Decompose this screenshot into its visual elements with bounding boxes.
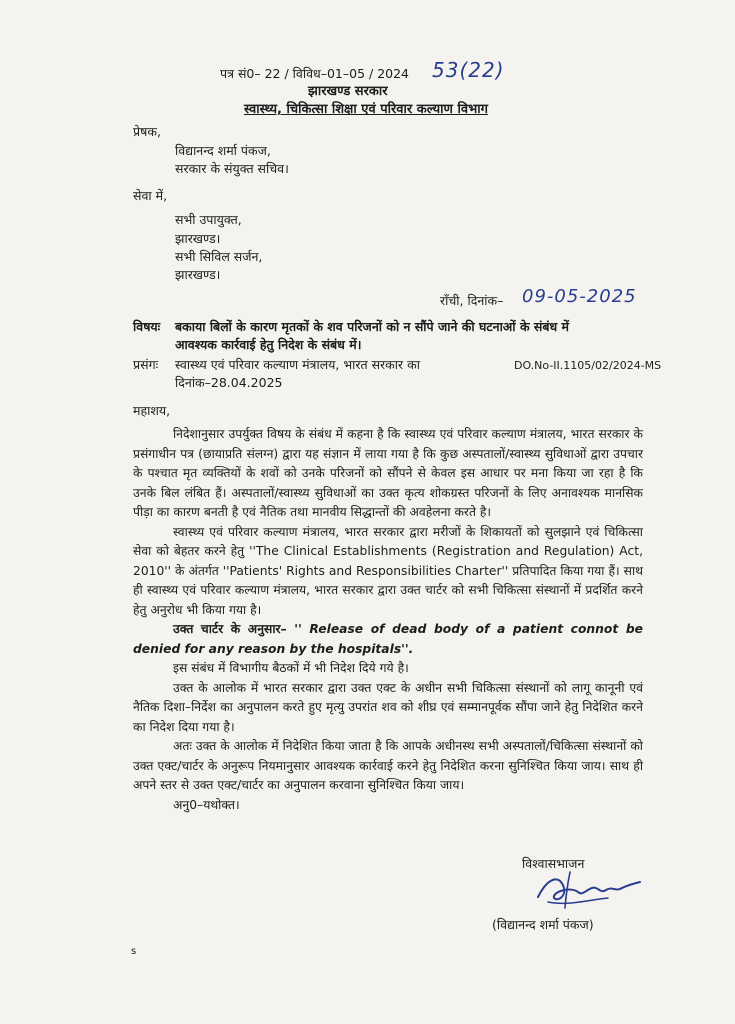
subject-line-2: आवश्यक कार्रवाई हेतु निदेश के संबंध में। (175, 337, 362, 352)
sender-name: विद्यानन्द शर्मा पंकज, (175, 143, 271, 158)
footer-mark: s (131, 946, 137, 957)
sender-post: सरकार के संयुक्त सचिव। (175, 161, 289, 176)
signature-icon (508, 862, 658, 922)
paragraph-4: उक्त के आलोक में भारत सरकार द्वारा उक्त एक्ट के अधीन सभी चिकित्सा संस्थानों को लागू कानूनी एवं नैतिक दिशा–निर्देश का अनुपालन करते हुए मृत्यु उपरांत शव को शीघ्र एवं सम्मानपूर्वक सौंपा जाने हेतु निदेशित करने का निदेश दिया गया है। (133, 680, 643, 734)
closing: विश्वासभाजन (522, 856, 585, 871)
signatory-name: (विद्यानन्द शर्मा पंकज) (492, 917, 594, 932)
subject-line-1: बकाया बिलों के कारण मृतकों के शव परिजनों को न सौंपे जाने की घटनाओं के संबंध में (175, 319, 569, 334)
reference-date: दिनांक–28.04.2025 (175, 375, 283, 390)
handwritten-number: 53(22) (432, 58, 505, 82)
charter-paragraph (133, 620, 643, 659)
reference-code: DO.No-II.1105/02/2024-MS (514, 359, 662, 372)
sender-label: प्रेषक, (133, 124, 161, 139)
subject-label: विषयः (133, 319, 161, 334)
charter-label: उक्त चार्टर के अनुसार– (173, 622, 295, 636)
recipient-line-2: झारखण्ड। (175, 231, 221, 246)
paragraph-2: स्वास्थ्य एवं परिवार कल्याण मंत्रालय, भारत सरकार द्वारा मरीजों के शिकायतों को सुलझाने एवं चिकित्सा सेवा को बेहतर करने हेतु ''The Clinical Establishments (Registration and Regulation) Act, 2010'' के अंतर्गत ''Patients' Rights and Responsibilities Charter'' प्रतिपादित किया गया हैं। साथ ही स्वास्थ्य एवं परिवार कल्याण मंत्रालय, भारत सरकार द्वारा उक्त चार्टर को सभी चिकित्सा संस्थानों में प्रदर्शित करने हेतु अनुरोध भी किया गया है। (133, 524, 643, 617)
salutation: महाशय, (133, 403, 171, 418)
paragraph-5: अतः उक्त के आलोक में निदेशित किया जाता है कि आपके अधीनस्थ सभी अस्पतालों/चिकित्सा संस्थानों को उक्त एक्ट/चार्टर के अनुरूप नियमानुसार आवश्यक कार्रवाई करने हेतु निदेशित करना सुनिश्चित किया जाय। साथ ही अपने स्तर से उक्त एक्ट/चार्टर का अनुपालन करवाना सुनिश्चित किया जाय। (133, 739, 643, 792)
signature-image (508, 862, 658, 922)
government-name: झारखण्ड सरकार (308, 84, 388, 99)
department-name: स्वास्थ्य, चिकित्सा शिक्षा एवं परिवार कल्याण विभाग (244, 102, 488, 117)
letter-body (133, 425, 643, 815)
recipient-line-4: झारखण्ड। (175, 267, 221, 282)
reference-line-1: स्वास्थ्य एवं परिवार कल्याण मंत्रालय, भारत सरकार का (175, 357, 420, 372)
place-date-label: राँची, दिनांक– (440, 293, 504, 308)
handwritten-date: 09-05-2025 (522, 286, 637, 307)
reference-label: प्रसंगः (133, 357, 159, 372)
charter-quote: '' Release of dead body of a patient connot be denied for any reason by the hospitals''. (133, 622, 643, 656)
paragraph-1: निदेशानुसार उपर्युक्त विषय के संबंध में कहना है कि स्वास्थ्य एवं परिवार कल्याण मंत्रालय, भारत सरकार के प्रसंगाधीन पत्र (छायाप्रति संलग्न) द्वारा यह संज्ञान में लाया गया है कि कुछ अस्पतालों/स्वास्थ्य सुविधाओं द्वारा उपचार के पश्चात मृत व्यक्तियों के शवों को उनके परिजनों को सौंपने से केवल इस आधार पर मना किया जा रहा है कि उनके बिल लंबित हैं। अस्पतालों/स्वास्थ्य सुविधाओं का उक्त कृत्य शोकग्रस्त परिजनों के लिए अनावश्यक मानसिक पीड़ा का कारण बनती है एवं नैतिक तथा मानवीय सिद्धान्तों की अवहेलना करते है। (133, 427, 643, 519)
recipient-line-3: सभी सिविल सर्जन, (175, 249, 263, 264)
recipient-label: सेवा में, (133, 188, 168, 203)
reference-number: पत्र सं0– 22 / विविध–01–05 / 2024 (220, 66, 410, 81)
recipient-line-1: सभी उपायुक्त, (175, 212, 242, 227)
enclosure: अनु0–यथोक्त। (173, 797, 240, 812)
paragraph-3: इस संबंध में विभागीय बैठकों में भी निदेश दिये गये है। (173, 661, 409, 675)
